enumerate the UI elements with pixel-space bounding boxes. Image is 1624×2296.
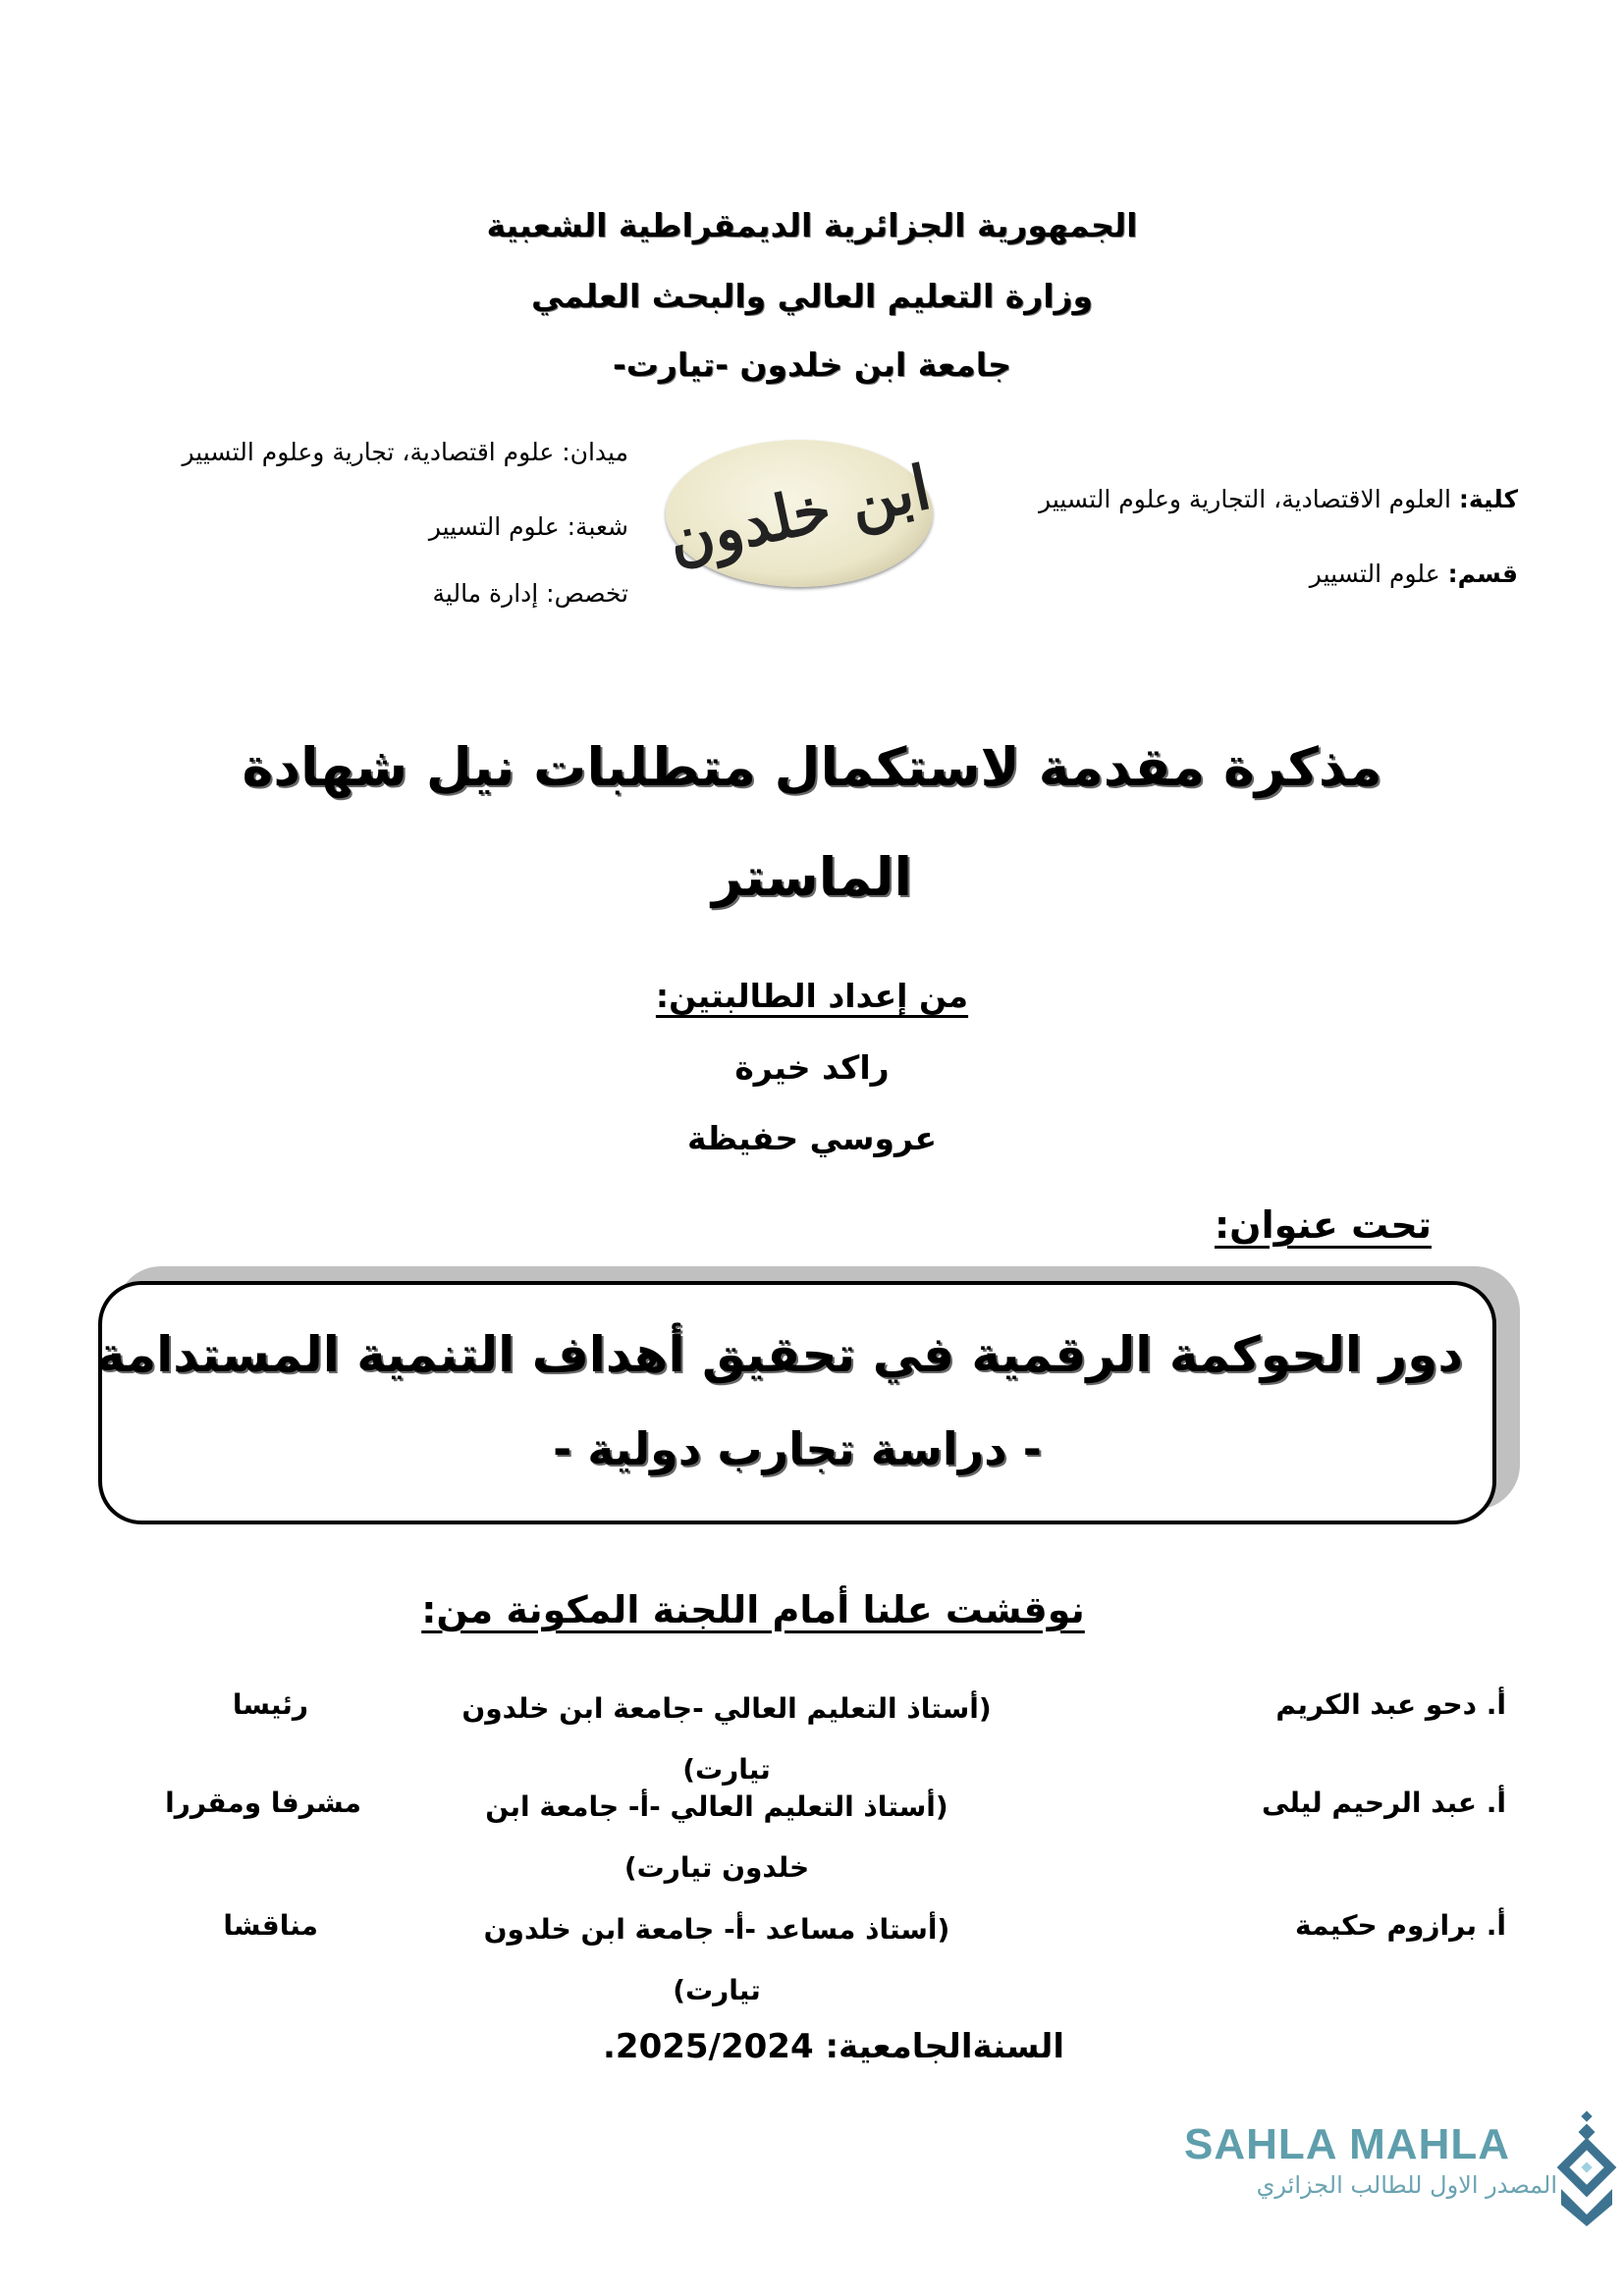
seal-text: ابن خلدون xyxy=(662,451,937,576)
jury-rank: (أستاذ مساعد -أ- جامعة ابن خلدون تيارت) xyxy=(483,1913,950,2006)
thesis-heading: تحت عنوان: xyxy=(1214,1203,1432,1247)
jury-rank: (أستاذ التعليم العالي -جامعة ابن خلدون تيارت) xyxy=(461,1692,992,1786)
ministry-name: وزارة التعليم العالي والبحث العلمي xyxy=(530,277,1094,315)
thesis-subtitle: - دراسة تجارب دولية - xyxy=(553,1422,1042,1475)
jury-role: مشرفا ومقررا xyxy=(165,1787,361,1819)
republic-name: الجمهورية الجزائرية الديمقراطية الشعبية xyxy=(486,206,1138,244)
jury-name: أ. دحو عبد الكريم xyxy=(1275,1688,1506,1721)
jury-heading: نوقشت علنا أمام اللجنة المكونة من: xyxy=(421,1588,1085,1631)
watermark-brand: SAHLA MAHLA xyxy=(1184,2120,1510,2168)
faculty-line xyxy=(1039,485,1518,513)
university-name: جامعة ابن خلدون -تيارت- xyxy=(613,346,1011,384)
sahla-mahla-logo-icon xyxy=(1555,2110,1618,2228)
jury-role: مناقشا xyxy=(223,1909,318,1942)
faculty-value: العلوم الاقتصادية، التجارية وعلوم التسيير xyxy=(1039,485,1459,513)
jury-name: أ. عبد الرحيم ليلى xyxy=(1261,1787,1506,1819)
department-value: علوم التسيير xyxy=(1309,560,1448,588)
thesis-title-box xyxy=(95,1281,1496,1524)
specialty-line: تخصص: إدارة مالية xyxy=(432,579,628,608)
academic-year: السنةالجامعية: 2025/2024. xyxy=(603,2027,1064,2066)
department-label: قسم: xyxy=(1447,560,1518,588)
branch-line: شعبة: علوم التسيير xyxy=(428,512,628,541)
jury-role: رئيسا xyxy=(232,1688,308,1721)
memo-title-line1: مذكرة مقدمة لاستكمال متطلبات نيل شهادة xyxy=(242,736,1382,798)
memo-title-line2: الماستر xyxy=(711,846,912,908)
field-line: ميدان: علوم اقتصادية، تجارية وعلوم التسيير xyxy=(182,438,628,466)
student-name-2: عروسي حفيظة xyxy=(686,1119,938,1157)
student-name-1: راكد خيرة xyxy=(734,1048,890,1087)
university-seal-icon xyxy=(662,440,937,587)
students-heading: من إعداد الطالبتين: xyxy=(655,977,969,1015)
department-line xyxy=(1310,560,1518,588)
jury-rank: (أستاذ التعليم العالي -أ- جامعة ابن خلدون تيارت) xyxy=(485,1790,948,1884)
thesis-title: دور الحوكمة الرقمية في تحقيق أهداف التنمية المستدامة xyxy=(95,1326,1463,1383)
watermark-tagline: المصدر الاول للطالب الجزائري xyxy=(1256,2171,1557,2199)
jury-name: أ. برازوم حكيمة xyxy=(1295,1909,1506,1942)
faculty-label: كلية: xyxy=(1458,485,1518,513)
